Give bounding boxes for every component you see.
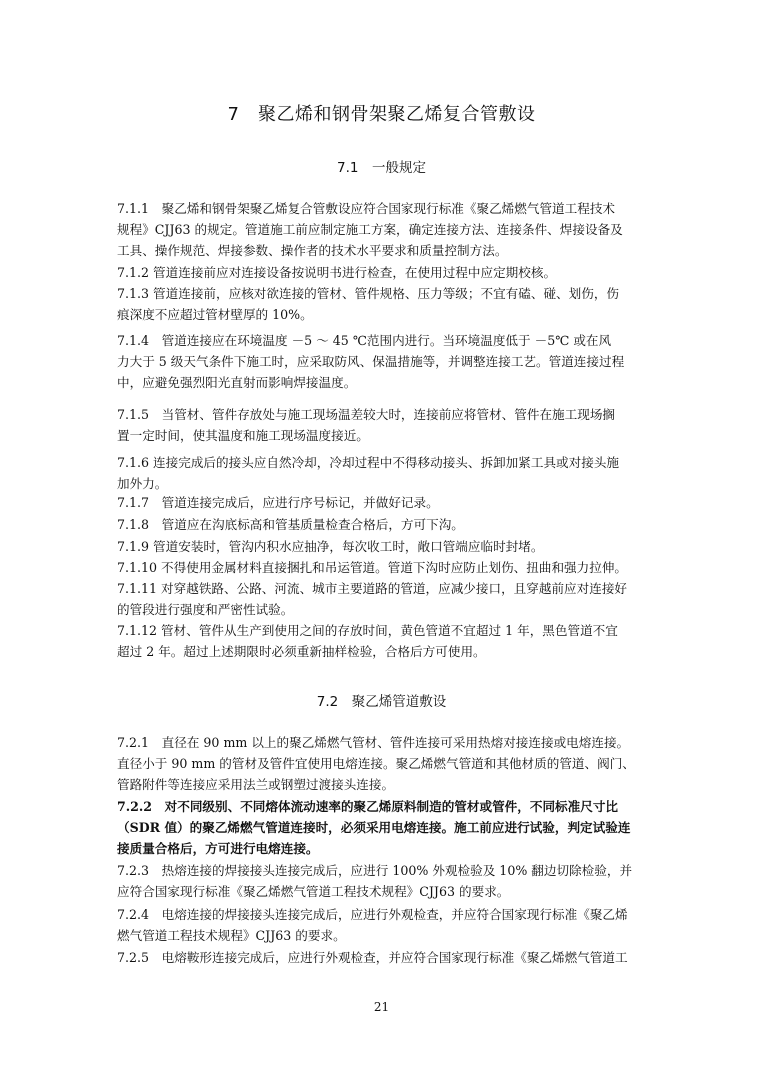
text-line: 中，应避免强烈阳光直射而影响焊接温度。 bbox=[117, 375, 357, 390]
text-line: 工具、操作规范、焊接参数、操作者的技术水平要求和质量控制方法。 bbox=[117, 243, 508, 258]
clause-7-1-6 bbox=[117, 452, 647, 494]
text-line: 7.1.2 管道连接前应对连接设备按说明书进行检查，在使用过程中应定期校核。 bbox=[117, 265, 557, 280]
chapter-title: 7 聚乙烯和钢骨架聚乙烯复合管敷设 bbox=[227, 104, 536, 125]
text-line: 7.1.3 管道连接前，应核对欲连接的管材、管件规格、压力等级；不宜有磕、碰、划伤，伤 bbox=[117, 286, 620, 301]
text-line: 直径小于 90 mm 的管材及管件宜使用电熔连接。聚乙烯燃气管道和其他材质的管道、阀门、 bbox=[117, 756, 635, 771]
text-line: 7.1.6 连接完成后的接头应自然冷却，冷却过程中不得移动接头、拆卸加紧工具或对接头施 bbox=[117, 455, 620, 470]
clause-7-1-2 bbox=[117, 262, 647, 283]
section-title-7-2: 7.2 聚乙烯管道敷设 bbox=[316, 694, 447, 710]
text-line: 7.1.1 聚乙烯和钢骨架聚乙烯复合管敷设应符合国家现行标准《聚乙烯燃气管道工程技术 bbox=[117, 201, 616, 216]
text-line: （SDR 值）的聚乙烯燃气管道连接时，必须采用电熔连接。施工前应进行试验，判定试验连 bbox=[117, 820, 631, 835]
text-line: 7.2.3 热熔连接的焊接接头连接完成后，应进行 100% 外观检验及 10% 翻边切除检验，并 bbox=[117, 863, 633, 878]
clause-7-2-3 bbox=[117, 860, 647, 902]
text-line: 7.1.8 管道应在沟底标高和管基质量检查合格后，方可下沟。 bbox=[117, 517, 464, 532]
text-line: 置一定时间，使其温度和施工现场温度接近。 bbox=[117, 428, 369, 443]
text-line: 接质量合格后，方可进行电熔连接。 bbox=[117, 841, 319, 856]
text-line: 7.1.4 管道连接应在环境温度 －5 ～ 45 ℃范围内进行。当环境温度低于 －5℃ 或在风 bbox=[117, 333, 612, 348]
text-line: 管路附件等连接应采用法兰或钢塑过渡接头连接。 bbox=[117, 777, 395, 792]
text-line: 7.1.10 不得使用金属材料直接捆扎和吊运管道。管道下沟时应防止划伤、扭曲和强力拉伸。 bbox=[117, 560, 628, 575]
clause-7-2-1 bbox=[117, 732, 647, 795]
page-number: 21 bbox=[373, 1000, 390, 1014]
clause-7-2-5 bbox=[117, 947, 647, 968]
text-line: 痕深度不应超过管材壁厚的 10%。 bbox=[117, 307, 313, 322]
text-line: 应符合国家现行标准《聚乙烯燃气管道工程技术规程》CJJ63 的要求。 bbox=[117, 884, 510, 899]
section-title-7-1: 7.1 一般规定 bbox=[337, 160, 426, 176]
text-line: 7.1.9 管道安装时，管沟内积水应抽净，每次收工时，敞口管端应临时封堵。 bbox=[117, 539, 544, 554]
text-line: 7.2.2 对不同级别、不同熔体流动速率的聚乙烯原料制造的管材或管件，不同标准尺寸比 bbox=[117, 799, 619, 814]
clause-7-1-12 bbox=[117, 620, 647, 662]
text-line: 7.1.7 管道连接完成后，应进行序号标记，并做好记录。 bbox=[117, 495, 439, 510]
clause-7-1-3 bbox=[117, 283, 647, 325]
text-line: 7.2.5 电熔鞍形连接完成后，应进行外观检查，并应符合国家现行标准《聚乙烯燃气管道工 bbox=[117, 950, 628, 965]
text-line: 加外力。 bbox=[117, 476, 168, 491]
clause-7-1-11 bbox=[117, 578, 647, 620]
clause-7-1-4 bbox=[117, 330, 647, 393]
clause-7-1-10 bbox=[117, 557, 647, 578]
clause-7-1-9 bbox=[117, 536, 647, 557]
text-line: 7.1.5 当管材、管件存放处与施工现场温差较大时，连接前应将管材、管件在施工现场搁 bbox=[117, 407, 616, 422]
clause-7-1-7 bbox=[117, 492, 647, 513]
text-line: 7.2.4 电熔连接的焊接接头连接完成后，应进行外观检查，并应符合国家现行标准《聚乙烯 bbox=[117, 907, 628, 922]
clause-7-1-8 bbox=[117, 514, 647, 535]
clause-7-1-5 bbox=[117, 404, 647, 446]
clause-7-2-2 bbox=[117, 796, 647, 859]
text-line: 燃气管道工程技术规程》CJJ63 的要求。 bbox=[117, 928, 346, 943]
text-line: 7.1.11 对穿越铁路、公路、河流、城市主要道路的管道，应减少接口，且穿越前应对连接好 bbox=[117, 581, 628, 596]
text-line: 超过 2 年。超过上述期限时必须重新抽样检验，合格后方可使用。 bbox=[117, 644, 486, 659]
text-line: 7.2.1 直径在 90 mm 以上的聚乙烯燃气管材、管件连接可采用热熔对接连接或电熔连接。 bbox=[117, 735, 630, 750]
clause-7-1-1 bbox=[117, 198, 647, 261]
clause-7-2-4 bbox=[117, 904, 647, 946]
text-line: 的管段进行强度和严密性试验。 bbox=[117, 602, 294, 617]
text-line: 力大于 5 级天气条件下施工时，应采取防风、保温措施等，并调整连接工艺。管道连接过程 bbox=[117, 354, 625, 369]
text-line: 7.1.12 管材、管件从生产到使用之间的存放时间，黄色管道不宜超过 1 年，黑色管道不宜 bbox=[117, 623, 618, 638]
text-line: 规程》CJJ63 的规定。管道施工前应制定施工方案，确定连接方法、连接条件、焊接设备及 bbox=[117, 222, 623, 237]
